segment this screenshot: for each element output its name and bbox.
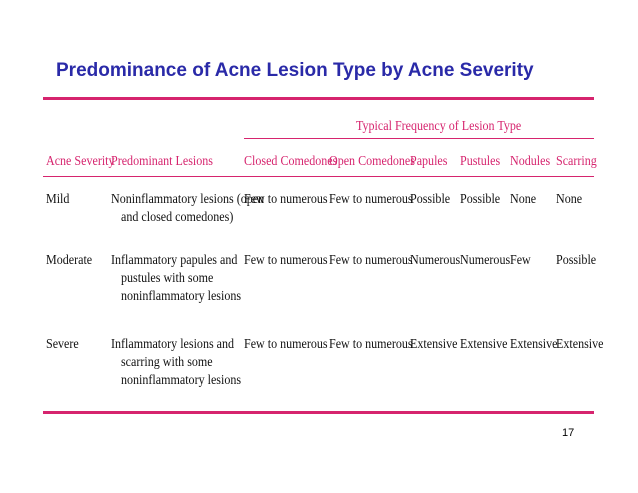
row-mild-papules: Possible <box>410 192 451 207</box>
row-moderate-scarring: Possible <box>556 253 597 268</box>
group-header: Typical Frequency of Lesion Type <box>356 119 522 134</box>
row-mild-severity: Mild <box>46 192 70 207</box>
table-bottom-rule <box>43 411 594 414</box>
row-severe-open: Few to numerous <box>329 337 413 352</box>
col-header-scarring: Scarring <box>556 154 597 169</box>
group-header-rule <box>244 138 594 139</box>
page-number: 17 <box>562 427 575 439</box>
row-moderate-lesions-line2: pustules with some <box>121 271 214 286</box>
row-moderate-open: Few to numerous <box>329 253 413 268</box>
row-severe-lesions-line1: Inflammatory lesions and <box>111 337 235 352</box>
row-mild-pustules: Possible <box>460 192 501 207</box>
row-severe-lesions-line2: scarring with some <box>121 355 213 370</box>
table-top-rule <box>43 97 594 100</box>
row-mild-scarring: None <box>556 192 583 207</box>
slide-title: Predominance of Acne Lesion Type by Acne Severity <box>56 60 534 81</box>
row-mild-closed: Few to numerous <box>244 192 328 207</box>
row-severe-closed: Few to numerous <box>244 337 328 352</box>
row-moderate-pustules: Numerous <box>460 253 511 268</box>
col-header-nodules: Nodules <box>510 154 551 169</box>
col-header-lesions: Predominant Lesions <box>111 154 214 169</box>
row-moderate-lesions-line1: Inflammatory papules and <box>111 253 238 268</box>
row-mild-nodules: None <box>510 192 537 207</box>
col-header-open-comedones: Open Comedones <box>329 154 415 169</box>
row-severe-nodules: Extensive <box>510 337 558 352</box>
col-header-severity: Acne Severity <box>46 154 115 169</box>
row-moderate-closed: Few to numerous <box>244 253 328 268</box>
row-severe-lesions-line3: noninflammatory lesions <box>121 373 242 388</box>
row-mild-lesions-line1: Noninflammatory lesions (open <box>111 192 265 207</box>
header-rule <box>43 176 594 177</box>
row-moderate-nodules: Few <box>510 253 531 268</box>
col-header-closed-comedones: Closed Comedones <box>244 154 338 169</box>
row-moderate-lesions-line3: noninflammatory lesions <box>121 289 242 304</box>
row-mild-lesions-line2: and closed comedones) <box>121 210 234 225</box>
col-header-pustules: Pustules <box>460 154 501 169</box>
col-header-papules: Papules <box>410 154 448 169</box>
row-severe-pustules: Extensive <box>460 337 508 352</box>
row-moderate-papules: Numerous <box>410 253 461 268</box>
row-mild-open: Few to numerous <box>329 192 413 207</box>
row-severe-severity: Severe <box>46 337 79 352</box>
row-severe-scarring: Extensive <box>556 337 604 352</box>
row-severe-papules: Extensive <box>410 337 458 352</box>
row-moderate-severity: Moderate <box>46 253 93 268</box>
